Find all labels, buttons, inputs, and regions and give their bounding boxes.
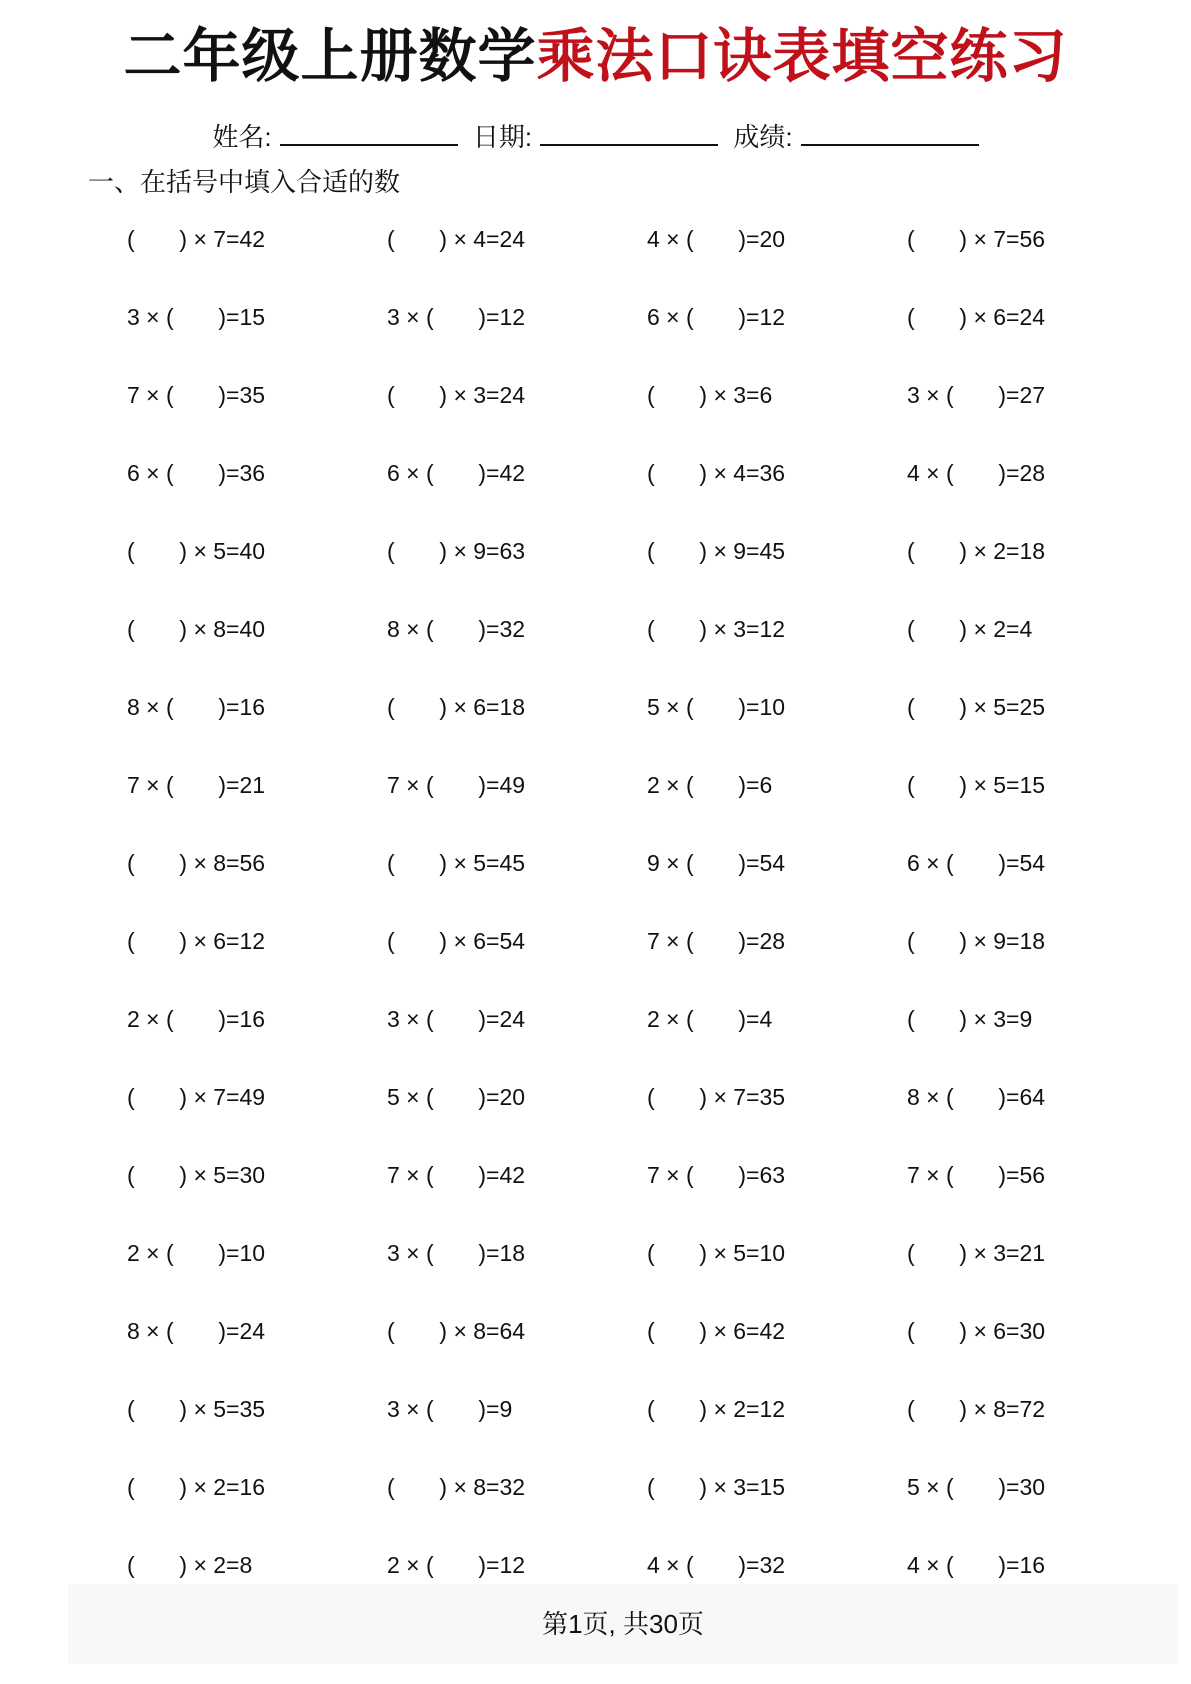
problem-item[interactable]: 7 × ( )=21	[127, 772, 266, 798]
problem-item[interactable]: ( ) × 3=21	[907, 1240, 1046, 1266]
problem-item[interactable]: 4 × ( )=32	[647, 1552, 786, 1578]
worksheet-title	[0, 22, 1191, 92]
score-field[interactable]	[733, 122, 978, 152]
problem-row	[127, 278, 1087, 356]
problem-grid	[127, 200, 1087, 1604]
problem-item[interactable]: 2 × ( )=6	[647, 772, 773, 798]
title-topic-part: 乘法口诀表填空练习	[536, 24, 1068, 89]
problem-item[interactable]: 4 × ( )=28	[907, 460, 1046, 486]
problem-item[interactable]: ( ) × 2=12	[647, 1396, 786, 1422]
problem-item[interactable]: ( ) × 2=8	[127, 1552, 253, 1578]
problem-item[interactable]: ( ) × 5=25	[907, 694, 1046, 720]
problem-item[interactable]: 3 × ( )=9	[387, 1396, 513, 1422]
problem-item[interactable]: ( ) × 8=40	[127, 616, 266, 642]
problem-item[interactable]: 3 × ( )=12	[387, 304, 526, 330]
problem-row	[127, 746, 1087, 824]
problem-item[interactable]: ( ) × 3=9	[907, 1006, 1033, 1032]
problem-item[interactable]: ( ) × 9=18	[907, 928, 1046, 954]
page-footer	[68, 1584, 1178, 1664]
problem-item[interactable]: ( ) × 5=30	[127, 1162, 266, 1188]
problem-item[interactable]: 4 × ( )=16	[907, 1552, 1046, 1578]
problem-row	[127, 1370, 1087, 1448]
problem-item[interactable]: 2 × ( )=16	[127, 1006, 266, 1032]
problem-item[interactable]: 6 × ( )=36	[127, 460, 266, 486]
problem-item[interactable]: ( ) × 8=64	[387, 1318, 526, 1344]
student-info-line	[0, 118, 1191, 155]
problem-item[interactable]: ( ) × 2=18	[907, 538, 1046, 564]
problem-item[interactable]: ( ) × 6=18	[387, 694, 526, 720]
date-label: 日期:	[472, 122, 533, 152]
problem-item[interactable]: ( ) × 6=42	[647, 1318, 786, 1344]
problem-item[interactable]: ( ) × 3=24	[387, 382, 526, 408]
problem-item[interactable]: 3 × ( )=24	[387, 1006, 526, 1032]
problem-item[interactable]: ( ) × 7=42	[127, 226, 266, 252]
problem-item[interactable]: ( ) × 5=45	[387, 850, 526, 876]
problem-item[interactable]: ( ) × 7=56	[907, 226, 1046, 252]
problem-item[interactable]: 2 × ( )=12	[387, 1552, 526, 1578]
problem-row	[127, 980, 1087, 1058]
problem-item[interactable]: 4 × ( )=20	[647, 226, 786, 252]
problem-item[interactable]: ( ) × 6=24	[907, 304, 1046, 330]
problem-item[interactable]: ( ) × 9=63	[387, 538, 526, 564]
problem-item[interactable]: 3 × ( )=27	[907, 382, 1046, 408]
problem-item[interactable]: ( ) × 5=15	[907, 772, 1046, 798]
problem-item[interactable]: 6 × ( )=54	[907, 850, 1046, 876]
name-field[interactable]	[212, 122, 464, 152]
problem-item[interactable]: ( ) × 9=45	[647, 538, 786, 564]
problem-item[interactable]: 7 × ( )=42	[387, 1162, 526, 1188]
problem-item[interactable]: 8 × ( )=32	[387, 616, 526, 642]
page-indicator: 第1页, 共30页	[542, 1609, 704, 1639]
title-grade-part: 二年级上册数学	[123, 24, 537, 89]
score-label: 成绩:	[733, 122, 793, 152]
problem-item[interactable]: ( ) × 6=30	[907, 1318, 1046, 1344]
problem-item[interactable]: 8 × ( )=16	[127, 694, 266, 720]
problem-item[interactable]: ( ) × 7=35	[647, 1084, 786, 1110]
problem-item[interactable]: 2 × ( )=10	[127, 1240, 266, 1266]
problem-item[interactable]: ( ) × 5=10	[647, 1240, 786, 1266]
date-field[interactable]	[473, 122, 725, 152]
problem-item[interactable]: 7 × ( )=49	[387, 772, 526, 798]
problem-row	[127, 434, 1087, 512]
problem-item[interactable]: ( ) × 2=16	[127, 1474, 266, 1500]
problem-item[interactable]: 5 × ( )=30	[907, 1474, 1046, 1500]
problem-row	[127, 1058, 1087, 1136]
problem-item[interactable]: ( ) × 4=36	[647, 460, 786, 486]
problem-row	[127, 1292, 1087, 1370]
problem-row	[127, 512, 1087, 590]
problem-item[interactable]: ( ) × 8=56	[127, 850, 266, 876]
problem-item[interactable]: 8 × ( )=64	[907, 1084, 1046, 1110]
problem-item[interactable]: 3 × ( )=15	[127, 304, 266, 330]
problem-item[interactable]: ( ) × 3=12	[647, 616, 786, 642]
problem-item[interactable]: ( ) × 8=72	[907, 1396, 1046, 1422]
problem-item[interactable]: 7 × ( )=28	[647, 928, 786, 954]
problem-item[interactable]: ( ) × 5=35	[127, 1396, 266, 1422]
name-blank[interactable]	[280, 118, 458, 146]
problem-item[interactable]: ( ) × 3=15	[647, 1474, 786, 1500]
problem-item[interactable]: ( ) × 7=49	[127, 1084, 266, 1110]
problem-item[interactable]: 5 × ( )=10	[647, 694, 786, 720]
problem-row	[127, 1136, 1087, 1214]
problem-item[interactable]: 5 × ( )=20	[387, 1084, 526, 1110]
problem-row	[127, 1214, 1087, 1292]
problem-item[interactable]: ( ) × 6=12	[127, 928, 266, 954]
problem-item[interactable]: ( ) × 4=24	[387, 226, 526, 252]
problem-row	[127, 356, 1087, 434]
problem-item[interactable]: ( ) × 3=6	[647, 382, 773, 408]
problem-row	[127, 824, 1087, 902]
problem-item[interactable]: 3 × ( )=18	[387, 1240, 526, 1266]
problem-item[interactable]: 2 × ( )=4	[647, 1006, 773, 1032]
problem-row	[127, 668, 1087, 746]
problem-item[interactable]: 7 × ( )=35	[127, 382, 266, 408]
section-heading: 一、在括号中填入合适的数	[88, 167, 401, 197]
problem-item[interactable]: ( ) × 6=54	[387, 928, 526, 954]
problem-row	[127, 200, 1087, 278]
problem-item[interactable]: ( ) × 8=32	[387, 1474, 526, 1500]
problem-item[interactable]: 6 × ( )=42	[387, 460, 526, 486]
problem-item[interactable]: ( ) × 2=4	[907, 616, 1033, 642]
problem-item[interactable]: 7 × ( )=63	[647, 1162, 786, 1188]
date-blank[interactable]	[540, 118, 718, 146]
problem-item[interactable]: ( ) × 5=40	[127, 538, 266, 564]
problem-item[interactable]: 8 × ( )=24	[127, 1318, 266, 1344]
problem-row	[127, 1448, 1087, 1526]
problem-item[interactable]: 9 × ( )=54	[647, 850, 786, 876]
score-blank[interactable]	[801, 118, 979, 146]
name-label: 姓名:	[212, 122, 272, 152]
problem-item[interactable]: 6 × ( )=12	[647, 304, 786, 330]
problem-item[interactable]: 7 × ( )=56	[907, 1162, 1046, 1188]
problem-row	[127, 590, 1087, 668]
problem-row	[127, 902, 1087, 980]
